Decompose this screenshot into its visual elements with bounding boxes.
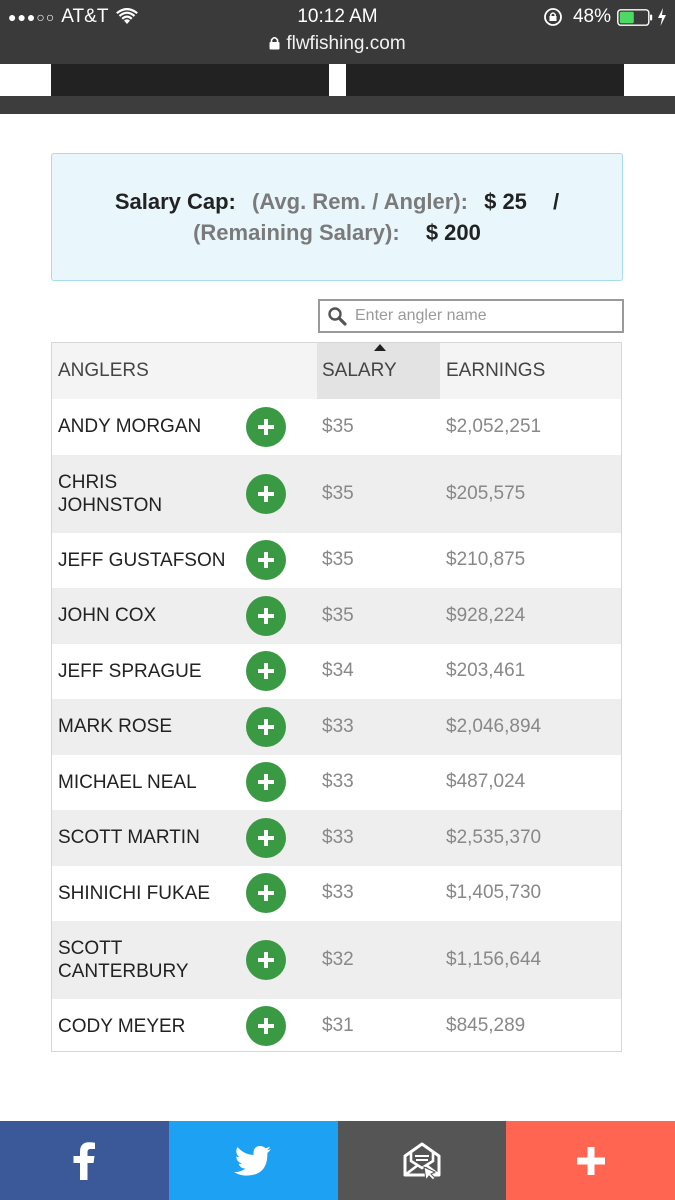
- angler-salary: $33: [322, 826, 354, 848]
- table-row: [52, 810, 621, 866]
- angler-name: SHINICHI FUKAE: [58, 882, 211, 904]
- add-angler-button[interactable]: [246, 940, 286, 980]
- table-row: [52, 699, 621, 755]
- remaining-salary-value: $ 200: [425, 220, 481, 245]
- angler-earnings: $210,875: [446, 549, 526, 571]
- angler-earnings: $928,224: [446, 604, 526, 626]
- angler-earnings: $1,405,730: [446, 882, 542, 904]
- add-angler-button[interactable]: [246, 818, 286, 858]
- facebook-icon: [72, 1142, 96, 1180]
- angler-salary: $34: [322, 660, 354, 682]
- nav-divider: [0, 96, 675, 114]
- plus-icon: [258, 885, 274, 901]
- plus-icon: [258, 608, 274, 624]
- plus-icon: [258, 552, 274, 568]
- add-angler-button[interactable]: [246, 707, 286, 747]
- angler-salary: $33: [322, 715, 354, 737]
- add-angler-button[interactable]: [246, 407, 286, 447]
- add-angler-button[interactable]: [246, 651, 286, 691]
- angler-salary: $35: [322, 549, 354, 571]
- angler-earnings: $2,535,370: [446, 826, 542, 848]
- battery-percent: 48%: [572, 6, 611, 27]
- carrier-label: AT&T: [61, 6, 109, 27]
- angler-name: MARK ROSE: [58, 716, 173, 738]
- nav-tab-left[interactable]: [51, 64, 329, 96]
- header-salary-label: SALARY: [322, 360, 397, 381]
- search-input[interactable]: [353, 306, 597, 326]
- angler-salary: $35: [322, 482, 354, 504]
- angler-name: CHRIS JOHNSTON: [58, 471, 163, 516]
- table-row: [52, 999, 621, 1052]
- angler-salary: $33: [322, 771, 354, 793]
- search-icon: [327, 306, 347, 326]
- add-angler-button[interactable]: [246, 1006, 286, 1046]
- angler-earnings: $2,046,894: [446, 715, 542, 737]
- table-row: [52, 866, 621, 922]
- table-header: [52, 343, 621, 399]
- more-share-button[interactable]: [506, 1121, 675, 1200]
- salary-cap-box: [51, 153, 623, 281]
- angler-search[interactable]: [318, 299, 624, 333]
- cap-separator: /: [553, 189, 560, 214]
- twitter-share-button[interactable]: [169, 1121, 338, 1200]
- angler-name: SCOTT MARTIN: [58, 827, 200, 849]
- angler-earnings: $2,052,251: [446, 415, 542, 437]
- plus-icon: [258, 419, 274, 435]
- angler-salary: $35: [322, 604, 354, 626]
- battery-icon: [617, 9, 653, 26]
- email-share-button[interactable]: [338, 1121, 507, 1200]
- lock-icon: [269, 36, 280, 50]
- table-row: [52, 399, 621, 455]
- facebook-share-button[interactable]: [0, 1121, 169, 1200]
- header-earnings[interactable]: EARNINGS: [446, 360, 546, 381]
- angler-name: MICHAEL NEAL: [58, 771, 197, 793]
- avg-remaining-value: $ 25: [484, 189, 527, 214]
- clock: 10:12 AM: [297, 6, 378, 27]
- angler-salary: $31: [322, 1015, 354, 1036]
- plus-icon: [258, 1018, 274, 1034]
- table-row: [52, 455, 621, 533]
- url-bar[interactable]: [0, 33, 675, 55]
- status-bar: [0, 0, 675, 64]
- url-text: flwfishing.com: [286, 33, 406, 54]
- email-icon: [402, 1141, 442, 1181]
- table-row: [52, 533, 621, 589]
- plus-icon: [258, 663, 274, 679]
- add-angler-button[interactable]: [246, 540, 286, 580]
- angler-salary: $33: [322, 882, 354, 904]
- rotation-lock-icon: [543, 7, 563, 27]
- table-row: [52, 644, 621, 700]
- charging-icon: [657, 8, 667, 26]
- angler-earnings: $1,156,644: [446, 949, 542, 970]
- avg-remaining-label: (Avg. Rem. / Angler):: [252, 189, 468, 214]
- add-angler-button[interactable]: [246, 762, 286, 802]
- add-angler-button[interactable]: [246, 596, 286, 636]
- plus-icon: [258, 719, 274, 735]
- angler-name: SCOTT CANTERBURY: [58, 938, 189, 982]
- angler-earnings: $487,024: [446, 771, 526, 793]
- table-row: [52, 588, 621, 644]
- salary-cap-label: Salary Cap:: [114, 189, 236, 214]
- angler-name: JOHN COX: [58, 605, 157, 627]
- plus-icon: [258, 774, 274, 790]
- plus-icon: [258, 830, 274, 846]
- signal-icon: ●●●○○: [8, 9, 56, 25]
- twitter-icon: [234, 1145, 272, 1177]
- plus-icon: [258, 486, 274, 502]
- angler-name: ANDY MORGAN: [58, 416, 202, 438]
- table-row: [52, 755, 621, 811]
- angler-earnings: $203,461: [446, 660, 526, 682]
- remaining-salary-label: (Remaining Salary):: [193, 220, 400, 245]
- add-angler-button[interactable]: [246, 873, 286, 913]
- nav-tab-right[interactable]: [346, 64, 624, 96]
- plus-icon: [577, 1147, 605, 1175]
- angler-name: JEFF GUSTAFSON: [58, 549, 226, 571]
- header-anglers[interactable]: ANGLERS: [58, 360, 149, 381]
- plus-icon: [258, 952, 274, 968]
- share-bar: [0, 1121, 675, 1200]
- angler-name: JEFF SPRAGUE: [58, 660, 202, 682]
- angler-salary: $32: [322, 949, 354, 970]
- table-row: [52, 921, 621, 999]
- angler-earnings: $205,575: [446, 482, 526, 504]
- angler-name: CODY MEYER: [58, 1015, 186, 1037]
- angler-earnings: $845,289: [446, 1015, 526, 1036]
- header-salary[interactable]: [317, 343, 440, 399]
- angler-salary: $35: [322, 415, 354, 437]
- anglers-table: [51, 342, 622, 1052]
- add-angler-button[interactable]: [246, 474, 286, 514]
